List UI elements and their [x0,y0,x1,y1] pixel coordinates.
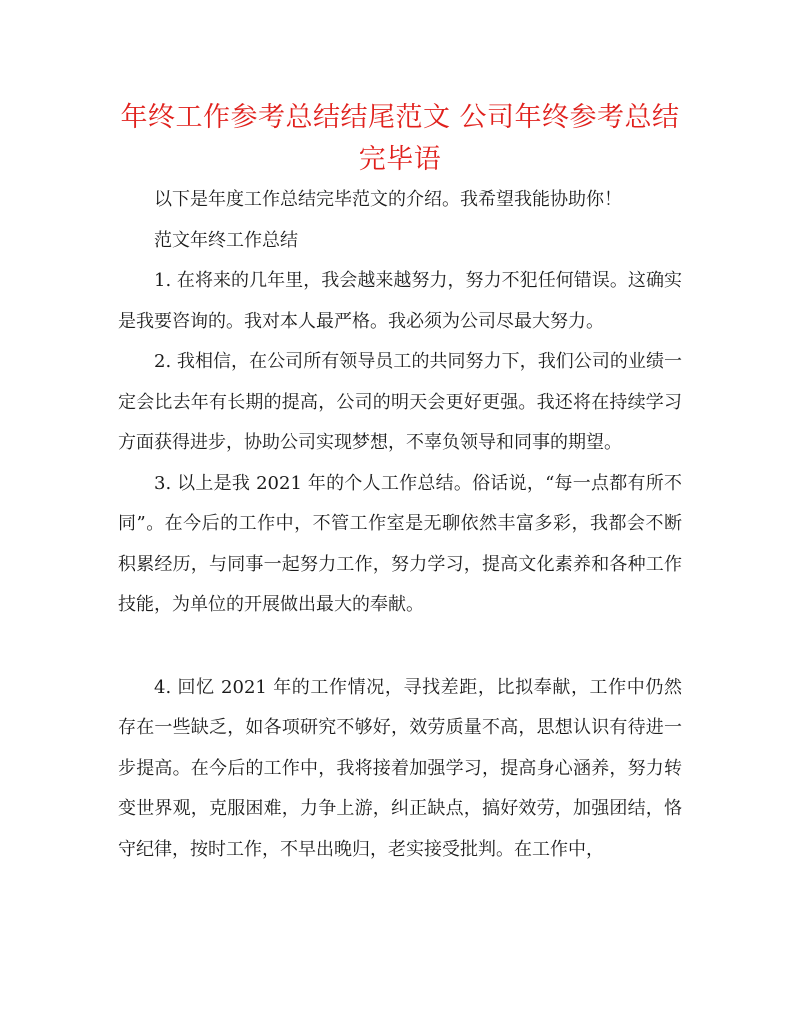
paragraph-spacer [118,626,682,668]
document-body [118,180,682,870]
paragraph-item-1: 1. 在将来的几年里，我会越来越努力，努力不犯任何错误。这确实是我要咨询的。我对本人最严格。我必须为公司尽最大努力。 [118,270,682,332]
paragraph-item-3: 3. 以上是我 2021 年的个人工作总结。俗话说，“每一点都有所不同”。在今后的工作中，不管工作室是无聊依然丰富多彩，我都会不断积累经历，与同事一起努力工作，努力学习，提高文化素养和各种工作技能，为单位的开展做出最大的奉献。 [118,472,682,615]
paragraph-item-4: 4. 回忆 2021 年的工作情况，寻找差距，比拟奉献，工作中仍然存在一些缺乏，如各项研究不够好，效劳质量不高，思想认识有待进一步提高。在今后的工作中，我将接着加强学习，提高身心涵养，努力转变世界观，克服困难，力争上游，纠正缺点，搞好效劳，加强团结，恪守纪律，按时工作，不早出晚归，老实接受批判。在工作中， [118,676,682,860]
paragraph-item-2: 2. 我相信，在公司所有领导员工的共同努力下，我们公司的业绩一定会比去年有长期的提高，公司的明天会更好更强。我还将在持续学习方面获得进步，协助公司实现梦想，不辜负领导和同事的期望。 [118,351,682,453]
intro-paragraph: 以下是年度工作总结完毕范文的介绍。我希望我能协助你！ [154,189,622,210]
section-heading: 范文年终工作总结 [154,229,298,251]
document-title: 年终工作参考总结结尾范文 公司年终参考总结完毕语 [120,102,680,175]
